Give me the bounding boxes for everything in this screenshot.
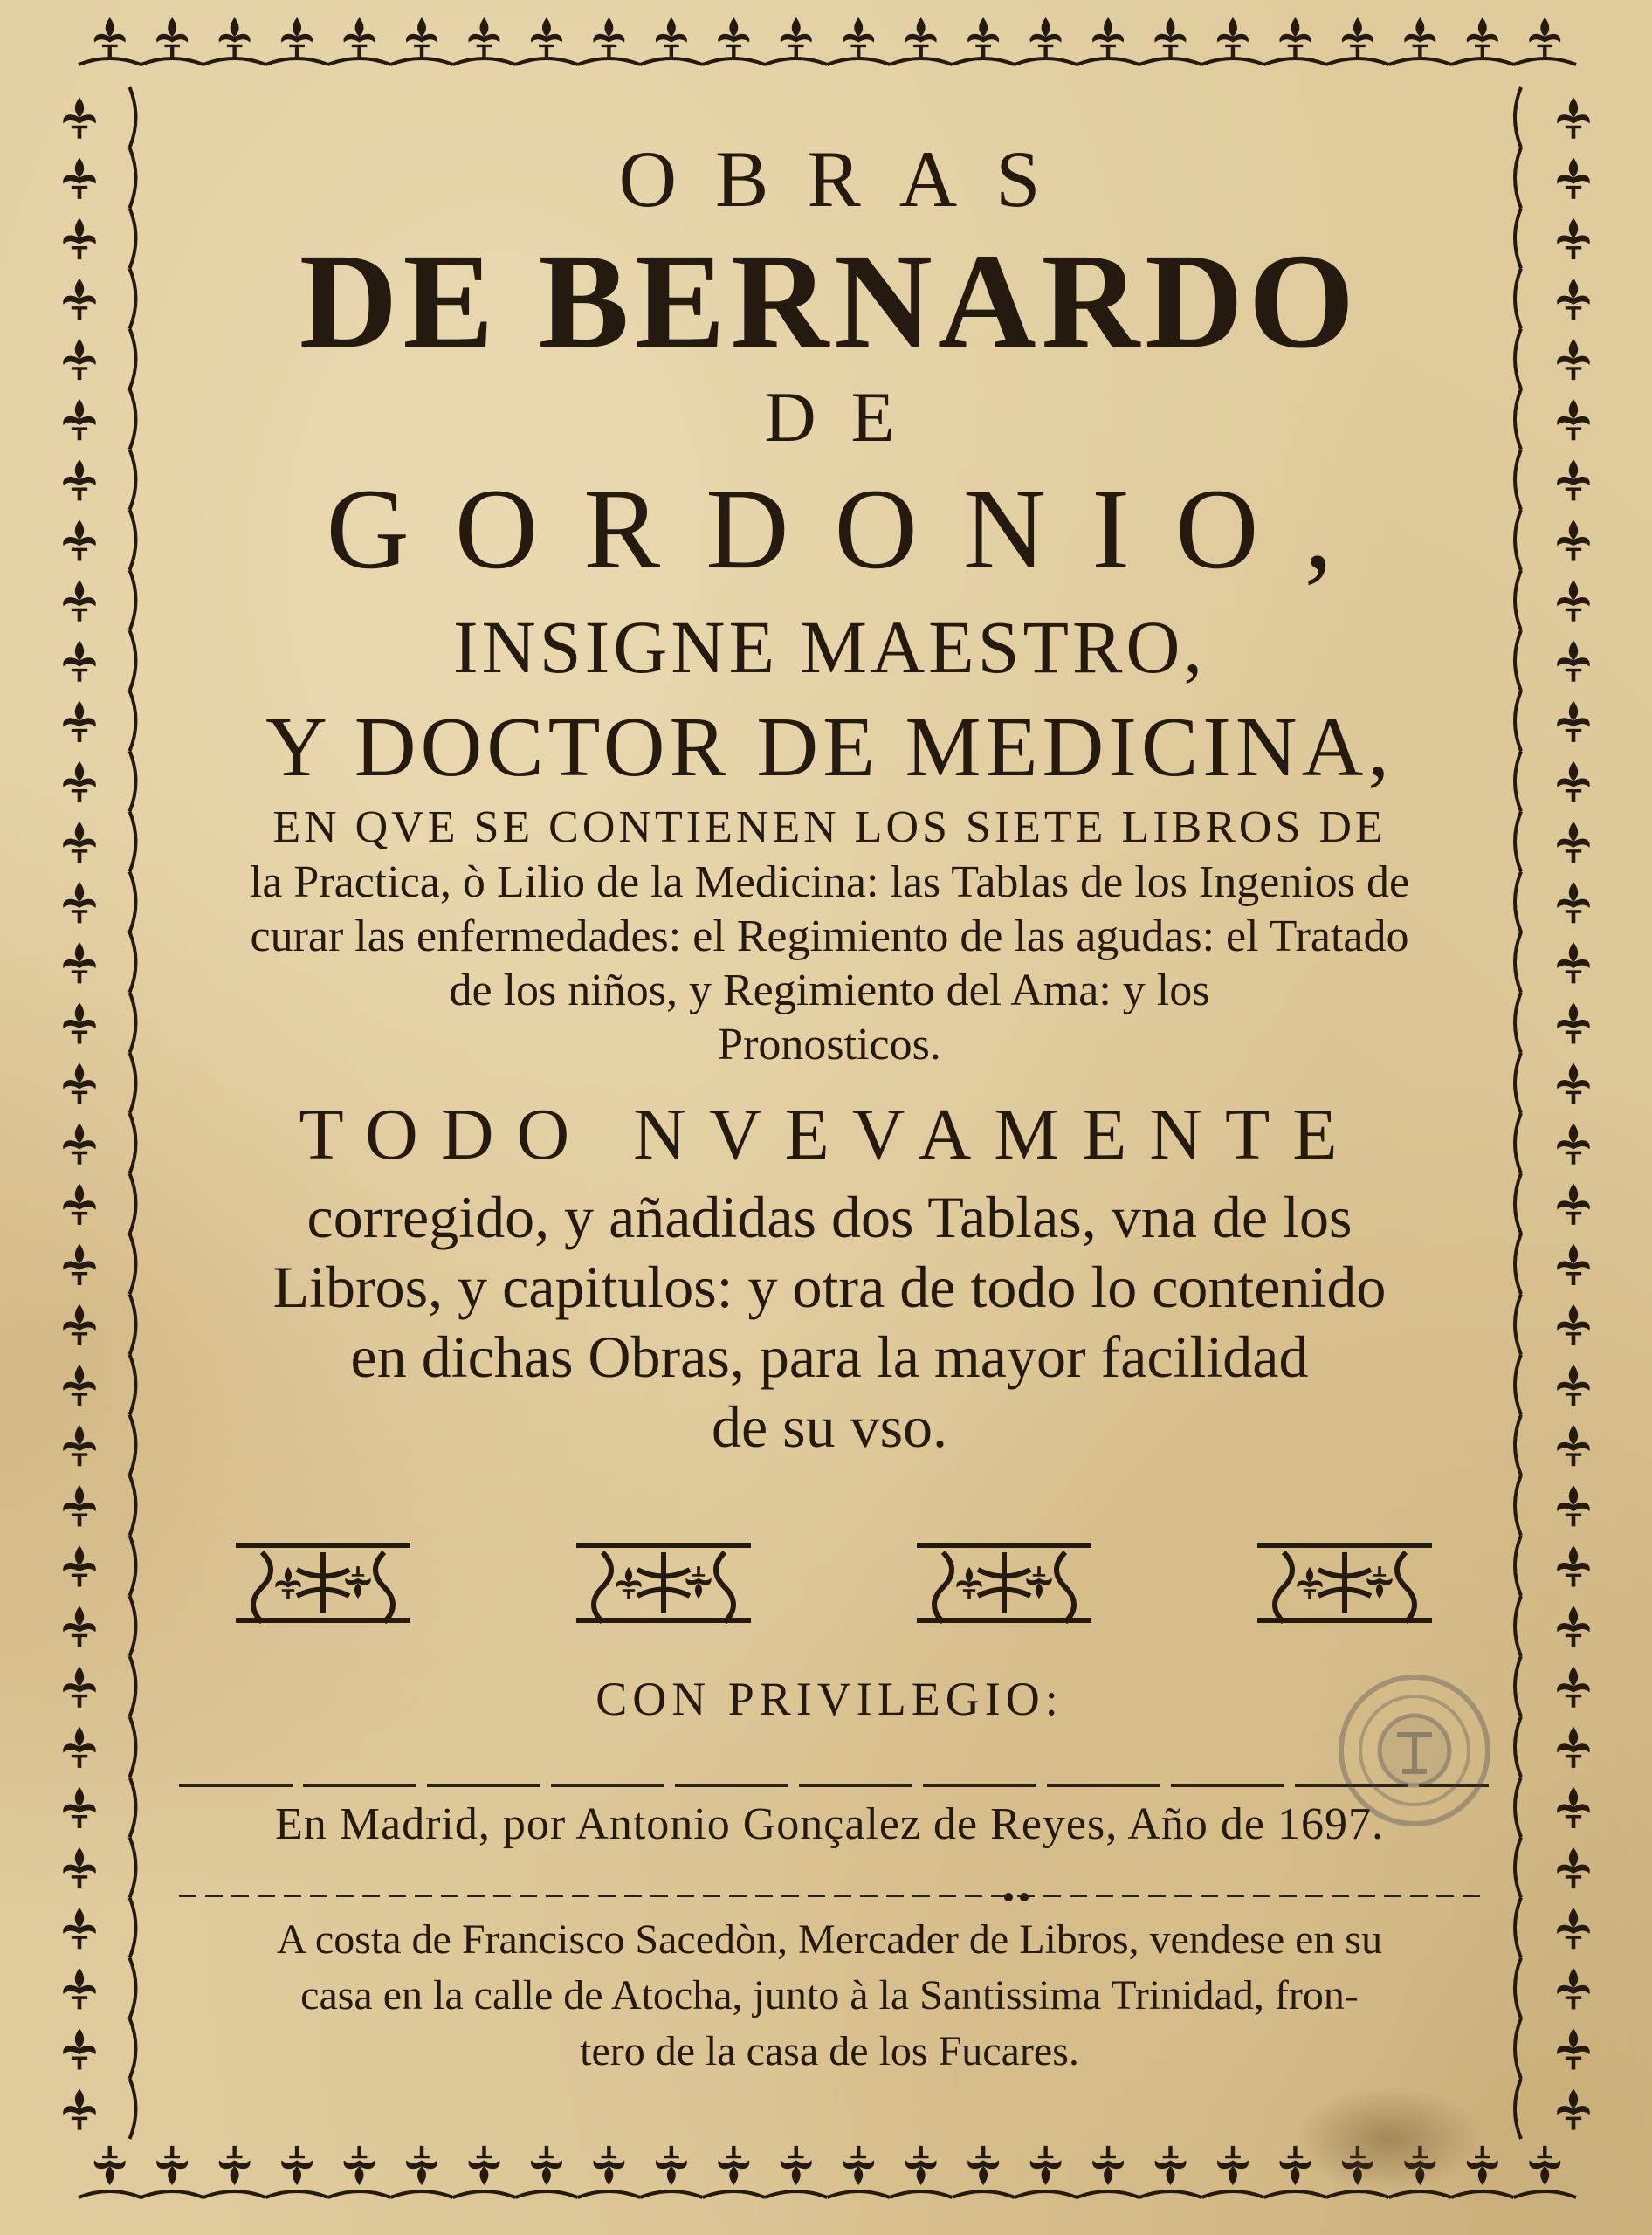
fleur-de-lis-icon	[1529, 17, 1560, 57]
fleur-de-lis-icon	[1092, 17, 1124, 57]
fleur-de-lis-icon	[63, 98, 96, 139]
fleur-de-lis-icon	[1030, 17, 1062, 57]
fleur-de-lis-icon	[593, 17, 624, 57]
fleur-de-lis-icon	[1557, 279, 1590, 320]
fleur-de-lis-icon	[406, 2146, 437, 2185]
title-de-bernardo: DE BERNARDO	[299, 225, 1360, 376]
imprint-line: En Madrid, por Antonio Gonçalez de Reyes, Año de 1697.	[275, 1799, 1384, 1849]
fleur-de-lis-icon	[1279, 17, 1311, 57]
body-line-2: Libros, y capitulos: y otra de todo lo contenido	[272, 1254, 1387, 1320]
fleur-de-lis-icon	[1092, 2146, 1124, 2185]
fleur-de-lis-icon	[63, 218, 96, 259]
fleur-de-lis-icon	[1557, 701, 1590, 742]
fleur-de-lis-icon	[905, 2146, 937, 2185]
fleur-de-lis-icon	[63, 339, 96, 380]
fleur-de-lis-icon	[63, 399, 96, 440]
fleur-de-lis-icon	[1557, 158, 1590, 199]
scroll-rule	[1515, 87, 1521, 2139]
body-line-3: en dichas Obras, para la mayor facilidad	[350, 1324, 1309, 1390]
fleur-de-lis-icon	[656, 17, 687, 57]
imprint-rule-top	[179, 1784, 1489, 1787]
fleur-de-lis-icon	[1557, 2088, 1590, 2129]
fleur-de-lis-icon	[1557, 1365, 1590, 1406]
fleur-de-lis-icon	[1404, 17, 1435, 57]
fleur-de-lis-icon	[1557, 581, 1590, 622]
fleur-de-lis-icon	[63, 1365, 96, 1406]
fleur-de-lis-icon	[1557, 399, 1590, 440]
fleur-de-lis-icon	[967, 17, 999, 57]
library-stamp	[1327, 1663, 1502, 1838]
paper-stain	[1292, 2087, 1484, 2191]
fleur-de-lis-icon	[1557, 1908, 1590, 1949]
fleur-de-lis-icon	[905, 17, 937, 57]
contents-line-1: EN QVE SE CONTIENEN LOS SIETE LIBROS DE	[272, 802, 1387, 852]
bookseller-line-1: A costa de Francisco Sacedòn, Mercader de Libros, vendese en su	[276, 1916, 1383, 1963]
fleuron-row	[236, 1535, 1441, 1631]
fleur-de-lis-icon	[1557, 218, 1590, 259]
con-privilegio: CON PRIVILEGIO:	[595, 1673, 1063, 1725]
scroll-rule	[79, 2191, 1576, 2197]
fleur-de-lis-icon	[63, 822, 96, 863]
title-block	[157, 131, 1502, 1461]
fleur-de-lis-icon	[718, 17, 749, 57]
bookseller-block	[166, 1912, 1493, 2080]
fleur-de-lis-icon	[656, 2146, 687, 2185]
fleur-de-lis-icon	[63, 1545, 96, 1586]
fleur-de-lis-icon	[1557, 1002, 1590, 1043]
fleur-de-lis-icon	[1557, 882, 1590, 923]
fleur-de-lis-icon	[1557, 1425, 1590, 1466]
fleuron-ornament	[917, 1545, 1091, 1622]
title-de: DE	[764, 377, 930, 457]
fleur-de-lis-icon	[781, 2146, 812, 2185]
fleur-de-lis-icon	[63, 1908, 96, 1949]
fleur-de-lis-icon	[1467, 17, 1498, 57]
fleur-de-lis-icon	[63, 459, 96, 500]
fleur-de-lis-icon	[63, 1847, 96, 1888]
fleur-de-lis-icon	[1557, 1304, 1590, 1345]
fleur-de-lis-icon	[1342, 17, 1373, 57]
fleur-de-lis-icon	[1557, 1968, 1590, 2009]
fleur-de-lis-icon	[1557, 942, 1590, 983]
title-obras: OBRAS	[618, 134, 1079, 224]
border-right-ornament	[1511, 70, 1615, 2156]
fleur-de-lis-icon	[1030, 2146, 1062, 2185]
border-top-ornament	[44, 9, 1611, 79]
fleur-de-lis-icon	[843, 17, 874, 57]
fleur-de-lis-icon	[63, 158, 96, 199]
fleuron-ornament	[1257, 1545, 1432, 1622]
fleur-de-lis-icon	[531, 17, 562, 57]
fleur-de-lis-icon	[63, 882, 96, 923]
fleur-de-lis-icon	[63, 641, 96, 682]
body-line-1: corregido, y añadidas dos Tablas, vna de los	[306, 1184, 1353, 1250]
fleur-de-lis-icon	[1217, 17, 1249, 57]
fleur-de-lis-icon	[406, 17, 437, 57]
fleuron-ornament	[576, 1545, 751, 1622]
scroll-rule	[130, 87, 136, 2139]
fleur-de-lis-icon	[1557, 761, 1590, 802]
fleur-de-lis-icon	[531, 2146, 562, 2185]
fleur-de-lis-icon	[1155, 2146, 1187, 2185]
contents-line-5: Pronosticos.	[718, 1020, 941, 1069]
fleur-de-lis-icon	[63, 1425, 96, 1466]
subtitle-doctor-de-medicina: Y DOCTOR DE MEDICINA,	[265, 700, 1394, 794]
fleur-de-lis-icon	[63, 581, 96, 622]
fleur-de-lis-icon	[156, 17, 188, 57]
fleur-de-lis-icon	[63, 761, 96, 802]
fleur-de-lis-icon	[63, 1727, 96, 1768]
fleur-de-lis-icon	[63, 519, 96, 560]
fleur-de-lis-icon	[63, 1606, 96, 1647]
fleur-de-lis-icon	[63, 1787, 96, 1828]
fleur-de-lis-icon	[63, 2028, 96, 2069]
fleur-de-lis-icon	[1557, 459, 1590, 500]
fleur-de-lis-icon	[1217, 2146, 1249, 2185]
fleuron-ornament	[236, 1545, 410, 1622]
fleur-de-lis-icon	[63, 1062, 96, 1104]
fleur-de-lis-icon	[156, 2146, 188, 2185]
todo-nuevamente: TODO NVEVAMENTE	[299, 1094, 1360, 1175]
fleur-de-lis-icon	[1557, 1727, 1590, 1768]
fleur-de-lis-icon	[344, 2146, 375, 2185]
fleur-de-lis-icon	[1557, 1545, 1590, 1586]
fleur-de-lis-icon	[63, 1124, 96, 1165]
fleur-de-lis-icon	[63, 1002, 96, 1043]
fleur-de-lis-icon	[1155, 17, 1187, 57]
contents-line-3: curar las enfermedades: el Regimiento de las agudas: el Tratado	[250, 911, 1409, 961]
body-line-4: de su vso.	[711, 1393, 948, 1460]
fleur-de-lis-icon	[1557, 1062, 1590, 1104]
fleur-de-lis-icon	[718, 2146, 749, 2185]
fleur-de-lis-icon	[781, 17, 812, 57]
imprint-rule-bottom	[179, 1895, 1489, 1897]
fleur-de-lis-icon	[219, 17, 251, 57]
fleur-de-lis-icon	[219, 2146, 251, 2185]
fleur-de-lis-icon	[63, 1184, 96, 1225]
subtitle-insigne-maestro: INSIGNE MAESTRO,	[453, 605, 1206, 689]
fleur-de-lis-icon	[1557, 1485, 1590, 1526]
fleur-de-lis-icon	[469, 2146, 500, 2185]
fleur-de-lis-icon	[1557, 1787, 1590, 1828]
fleur-de-lis-icon	[1557, 1124, 1590, 1165]
fleur-de-lis-icon	[63, 1667, 96, 1708]
title-gordonio: GORDONIO,	[326, 464, 1379, 593]
fleur-de-lis-icon	[94, 17, 126, 57]
fleur-de-lis-icon	[1557, 1244, 1590, 1285]
fleur-de-lis-icon	[63, 1304, 96, 1345]
fleur-de-lis-icon	[1557, 822, 1590, 863]
fleur-de-lis-icon	[1557, 2028, 1590, 2069]
fleur-de-lis-icon	[1557, 1606, 1590, 1647]
fleur-de-lis-icon	[593, 2146, 624, 2185]
fleur-de-lis-icon	[63, 1244, 96, 1285]
scroll-rule	[79, 58, 1576, 65]
border-left-ornament	[39, 70, 140, 2156]
contents-line-2: la Practica, ò Lilio de la Medicina: las Tablas de los Ingenios de	[249, 857, 1410, 907]
fleur-de-lis-icon	[281, 17, 313, 57]
fleur-de-lis-icon	[843, 2146, 874, 2185]
fleur-de-lis-icon	[63, 1485, 96, 1526]
fleur-de-lis-icon	[469, 17, 500, 57]
fleur-de-lis-icon	[1557, 339, 1590, 380]
fleur-de-lis-icon	[281, 2146, 313, 2185]
fleur-de-lis-icon	[967, 2146, 999, 2185]
fleur-de-lis-icon	[63, 279, 96, 320]
bookseller-line-3: tero de la casa de los Fucares.	[580, 2028, 1079, 2074]
fleur-de-lis-icon	[63, 701, 96, 742]
fleur-de-lis-icon	[1557, 641, 1590, 682]
contents-line-4: de los niños, y Regimiento del Ama: y los	[449, 966, 1210, 1015]
fleur-de-lis-icon	[1557, 1667, 1590, 1708]
fleur-de-lis-icon	[1557, 519, 1590, 560]
fleur-de-lis-icon	[63, 1968, 96, 2009]
fleur-de-lis-icon	[1557, 1184, 1590, 1225]
dots-ornament	[1000, 1888, 1035, 1906]
fleur-de-lis-icon	[344, 17, 375, 57]
fleur-de-lis-icon	[1557, 1847, 1590, 1888]
fleur-de-lis-icon	[63, 2088, 96, 2129]
fleur-de-lis-icon	[1557, 98, 1590, 139]
bookseller-line-2: casa en la calle de Atocha, junto à la Santissima Trinidad, fron-	[300, 1972, 1359, 2018]
fleur-de-lis-icon	[63, 942, 96, 983]
